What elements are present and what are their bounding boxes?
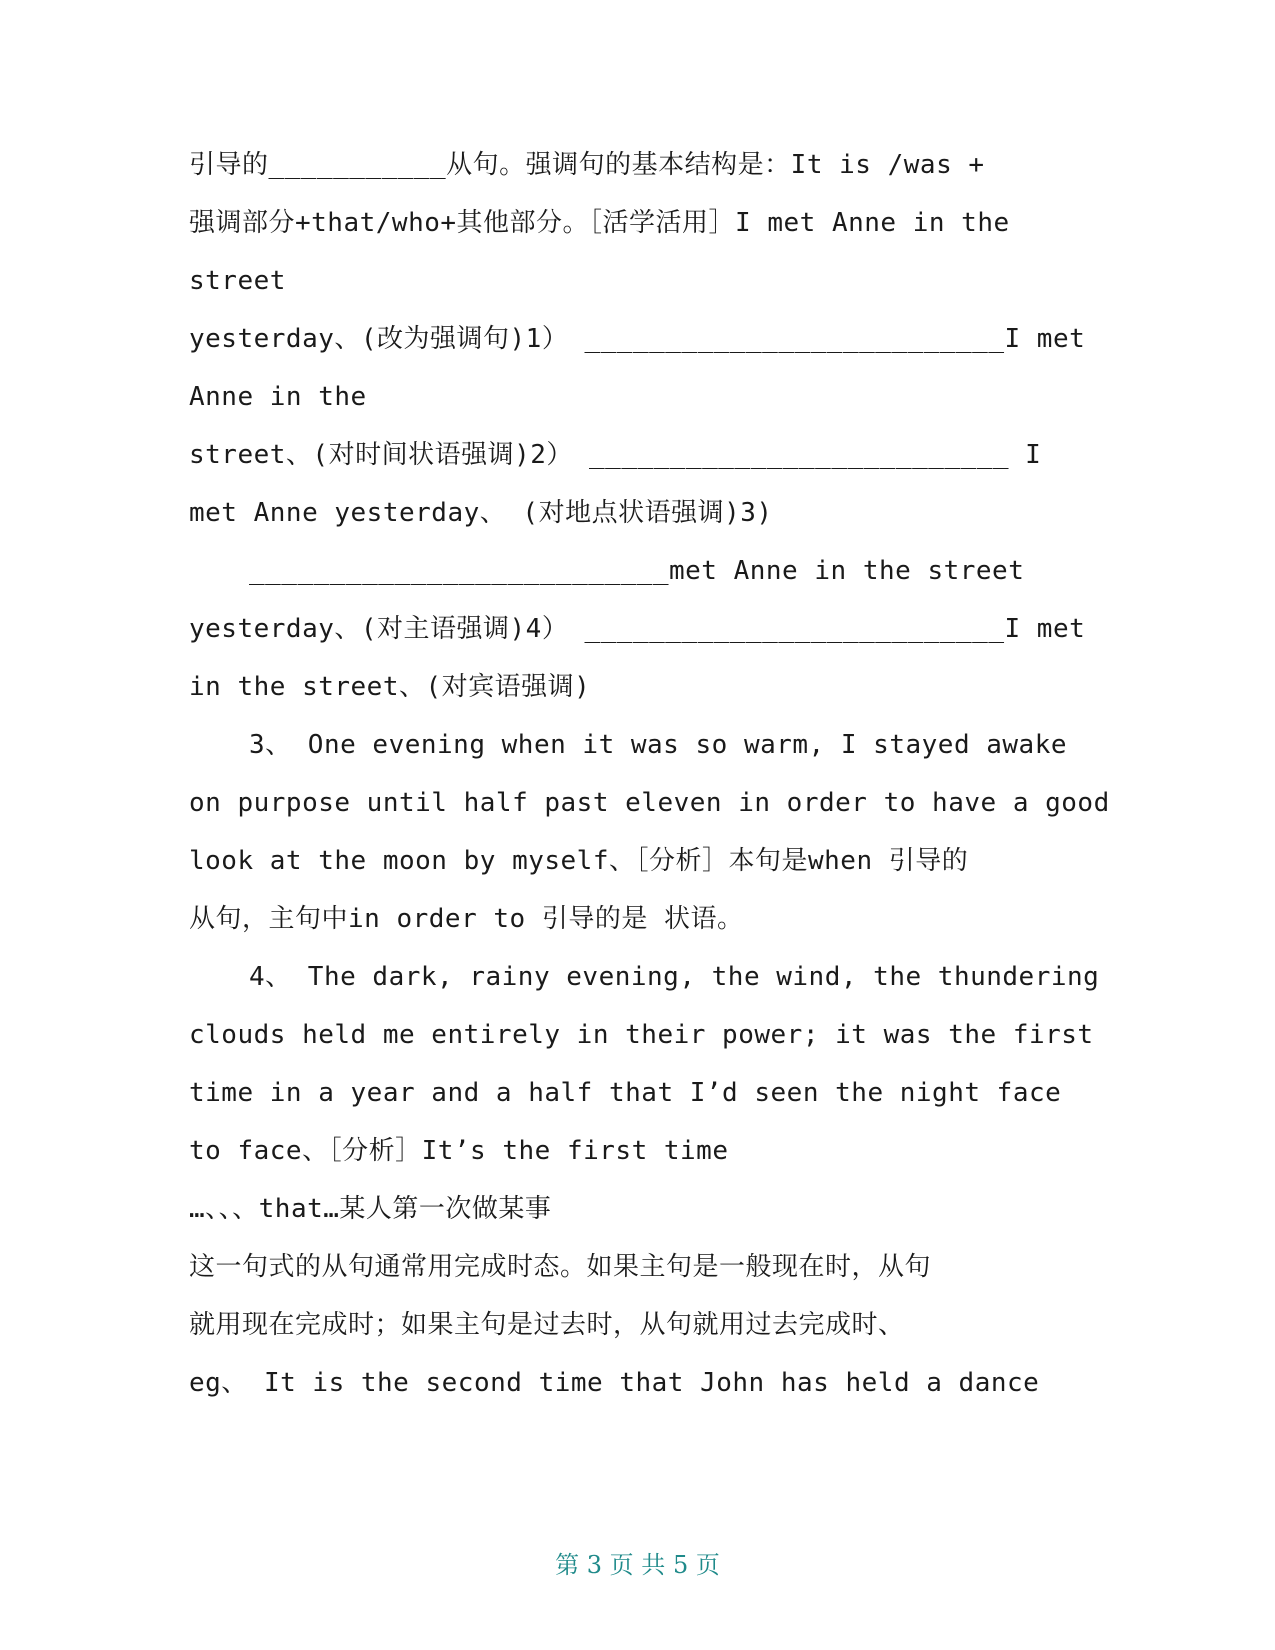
text-line: 从句，主句中in order to 引导的是 状语。 (189, 904, 744, 934)
paragraph-3-start: 3、 One evening when it was so warm, I stayed awake (249, 730, 1068, 760)
text-line: 这一句式的从句通常用完成时态。如果主句是一般现在时，从句 (189, 1252, 932, 1282)
page-number-footer: 第 3 页 共 5 页 (555, 1551, 720, 1579)
text-line: in the street、(对宾语强调) (189, 672, 591, 702)
text-line: 强调部分+that/who+其他部分。［活学活用］I met Anne in the (189, 208, 1010, 238)
text-line: __________________________met Anne in the street (249, 556, 1025, 586)
paragraph-4-start: 4、 The dark, rainy evening, the wind, the thundering (249, 962, 1100, 992)
text-line: yesterday、(对主语强调)4） __________________________I met (189, 614, 1086, 644)
text-line: time in a year and a half that I’d seen the night face (189, 1078, 1062, 1108)
text-line: yesterday、(改为强调句)1） __________________________I met (189, 324, 1086, 354)
text-line: clouds held me entirely in their power; it was the first (189, 1020, 1094, 1050)
text-line: eg、 It is the second time that John has held a dance (189, 1368, 1040, 1398)
text-line: on purpose until half past eleven in order to have a good (189, 788, 1110, 818)
text-line: 就用现在完成时；如果主句是过去时，从句就用过去完成时、 (189, 1310, 905, 1340)
text-line: street、(对时间状语强调)2） __________________________ I (189, 440, 1042, 470)
text-line: to face、［分析］It’s the first time (189, 1136, 729, 1166)
text-line: 引导的___________从句。强调句的基本结构是：It is /was + (189, 150, 985, 180)
text-line: met Anne yesterday、 (对地点状语强调)3) (189, 498, 773, 528)
text-line: street (189, 266, 286, 296)
text-line: …、、、that…某人第一次做某事 (189, 1194, 552, 1224)
text-line: Anne in the (189, 382, 367, 412)
text-line: look at the moon by myself、［分析］本句是when 引导的 (189, 846, 969, 876)
